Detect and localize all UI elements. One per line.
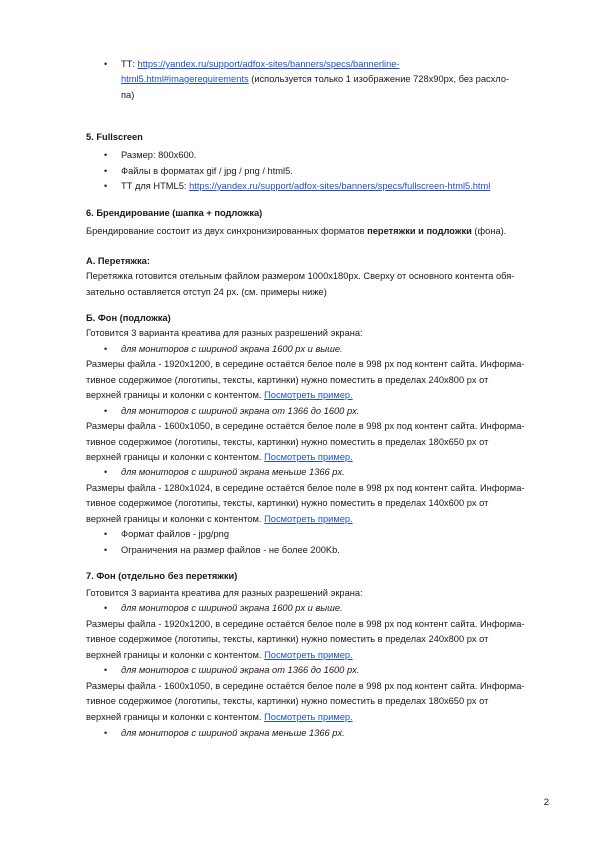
sb-v1-line-2: тивное содержимое (логотипы, тексты, картинки) нужно поместить в пределах 240х800 px от: [86, 375, 489, 385]
example-link[interactable]: Посмотреть пример.: [264, 650, 353, 660]
bullet: •: [104, 150, 108, 160]
sb-v2-line-1: Размеры файла - 1600х1050, в середине остаётся белое поле в 998 px под контент сайта. Информа-: [86, 421, 525, 431]
bullet: •: [104, 665, 108, 675]
s7-v2-line-2: тивное содержимое (логотипы, тексты, картинки) нужно поместить в пределах 180х650 px от: [86, 696, 489, 706]
sb-v1-line-3: верхней границы и колонки с контентом. Посмотреть пример.: [86, 390, 353, 400]
bullet: •: [104, 545, 108, 555]
section-b-heading: Б. Фон (подложка): [86, 313, 171, 323]
example-link[interactable]: Посмотреть пример.: [264, 514, 353, 524]
s7-variant-3-title: для мониторов с шириной экрана меньше 1366 px.: [121, 728, 345, 738]
sa-line-1: Перетяжка готовится отельным файлом размером 1000х180px. Сверху от основного контента обя-: [86, 271, 515, 281]
s7-v2-line-1: Размеры файла - 1600х1050, в середине остаётся белое поле в 998 px под контент сайта. Информа-: [86, 681, 525, 691]
bullet: •: [104, 406, 108, 416]
sb-format: Формат файлов - jpg/png: [121, 529, 230, 539]
tt-line-1: ТТ: https://yandex.ru/support/adfox-sites/banners/specs/bannerline-: [121, 59, 400, 69]
sb-v1-line-1: Размеры файла - 1920х1200, в середине остаётся белое поле в 998 px под контент сайта. Информа-: [86, 359, 525, 369]
sb-v3-line-2: тивное содержимое (логотипы, тексты, картинки) нужно поместить в пределах 140х600 px от: [86, 498, 489, 508]
s7-intro: Готовится 3 варианта креатива для разных разрешений экрана:: [86, 588, 363, 598]
s6-intro: Брендирование состоит из двух синхронизированных форматов перетяжки и подложки (фона).: [86, 226, 507, 236]
example-link[interactable]: Посмотреть пример.: [264, 390, 353, 400]
bullet: •: [104, 344, 108, 354]
section-7-heading: 7. Фон (отдельно без перетяжки): [86, 571, 238, 581]
section-a-heading: А. Перетяжка:: [86, 256, 150, 266]
s7-variant-1-title: для мониторов с шириной экрана 1600 px и выше.: [121, 603, 343, 613]
example-link[interactable]: Посмотреть пример.: [264, 452, 353, 462]
sb-v3-line-3: верхней границы и колонки с контентом. Посмотреть пример.: [86, 514, 353, 524]
bullet: •: [104, 728, 108, 738]
sb-limit: Ограничения на размер файлов - не более 200Kb.: [121, 545, 340, 555]
sb-v2-line-3: верхней границы и колонки с контентом. Посмотреть пример.: [86, 452, 353, 462]
bannerline-spec-link-cont[interactable]: html5.html#imagerequirements: [121, 74, 249, 84]
sb-variant-1-title: для мониторов с шириной экрана 1600 px и выше.: [121, 344, 343, 354]
s5-item-html5: ТТ для HTML5: https://yandex.ru/support/adfox-sites/banners/specs/fullscreen-html5.html: [121, 181, 491, 191]
s7-v1-line-2: тивное содержимое (логотипы, тексты, картинки) нужно поместить в пределах 240х800 px от: [86, 634, 489, 644]
s7-v1-line-1: Размеры файла - 1920х1200, в середине остаётся белое поле в 998 px под контент сайта. Информа-: [86, 619, 525, 629]
sb-v2-line-2: тивное содержимое (логотипы, тексты, картинки) нужно поместить в пределах 180х650 px от: [86, 437, 489, 447]
bullet: •: [104, 181, 108, 191]
s5-item-formats: Файлы в форматах gif / jpg / png / html5.: [121, 166, 293, 176]
tt-line-2: html5.html#imagerequirements (используется только 1 изображение 728х90px, без расхло-: [121, 74, 510, 84]
s7-variant-2-title: для мониторов с шириной экрана от 1366 до 1600 px.: [121, 665, 360, 675]
s7-v1-line-3: верхней границы и колонки с контентом. Посмотреть пример.: [86, 650, 353, 660]
s7-v2-line-3: верхней границы и колонки с контентом. Посмотреть пример.: [86, 712, 353, 722]
example-link[interactable]: Посмотреть пример.: [264, 712, 353, 722]
sb-variant-3-title: для мониторов с шириной экрана меньше 1366 px.: [121, 467, 345, 477]
bullet: •: [104, 603, 108, 613]
bullet: •: [104, 467, 108, 477]
page-number: 2: [543, 797, 549, 808]
tt-line-3: па): [121, 90, 135, 100]
section-6-heading: 6. Брендирование (шапка + подложка): [86, 208, 263, 218]
bullet: •: [104, 59, 108, 69]
bullet: •: [104, 529, 108, 539]
sb-variant-2-title: для мониторов с шириной экрана от 1366 до 1600 px.: [121, 406, 360, 416]
bullet: •: [104, 166, 108, 176]
sa-line-2: зательно оставляется отступ 24 px. (см. примеры ниже): [86, 287, 327, 297]
sb-v3-line-1: Размеры файла - 1280х1024, в середине остаётся белое поле в 998 px под контент сайта. Информа-: [86, 483, 525, 493]
sb-intro: Готовится 3 варианта креатива для разных разрешений экрана:: [86, 328, 363, 338]
fullscreen-spec-link[interactable]: https://yandex.ru/support/adfox-sites/banners/specs/fullscreen-html5.html: [189, 181, 491, 191]
s5-item-size: Размер: 800х600.: [121, 150, 197, 160]
section-5-heading: 5. Fullscreen: [86, 132, 143, 142]
bannerline-spec-link[interactable]: https://yandex.ru/support/adfox-sites/banners/specs/bannerline-: [137, 59, 400, 69]
